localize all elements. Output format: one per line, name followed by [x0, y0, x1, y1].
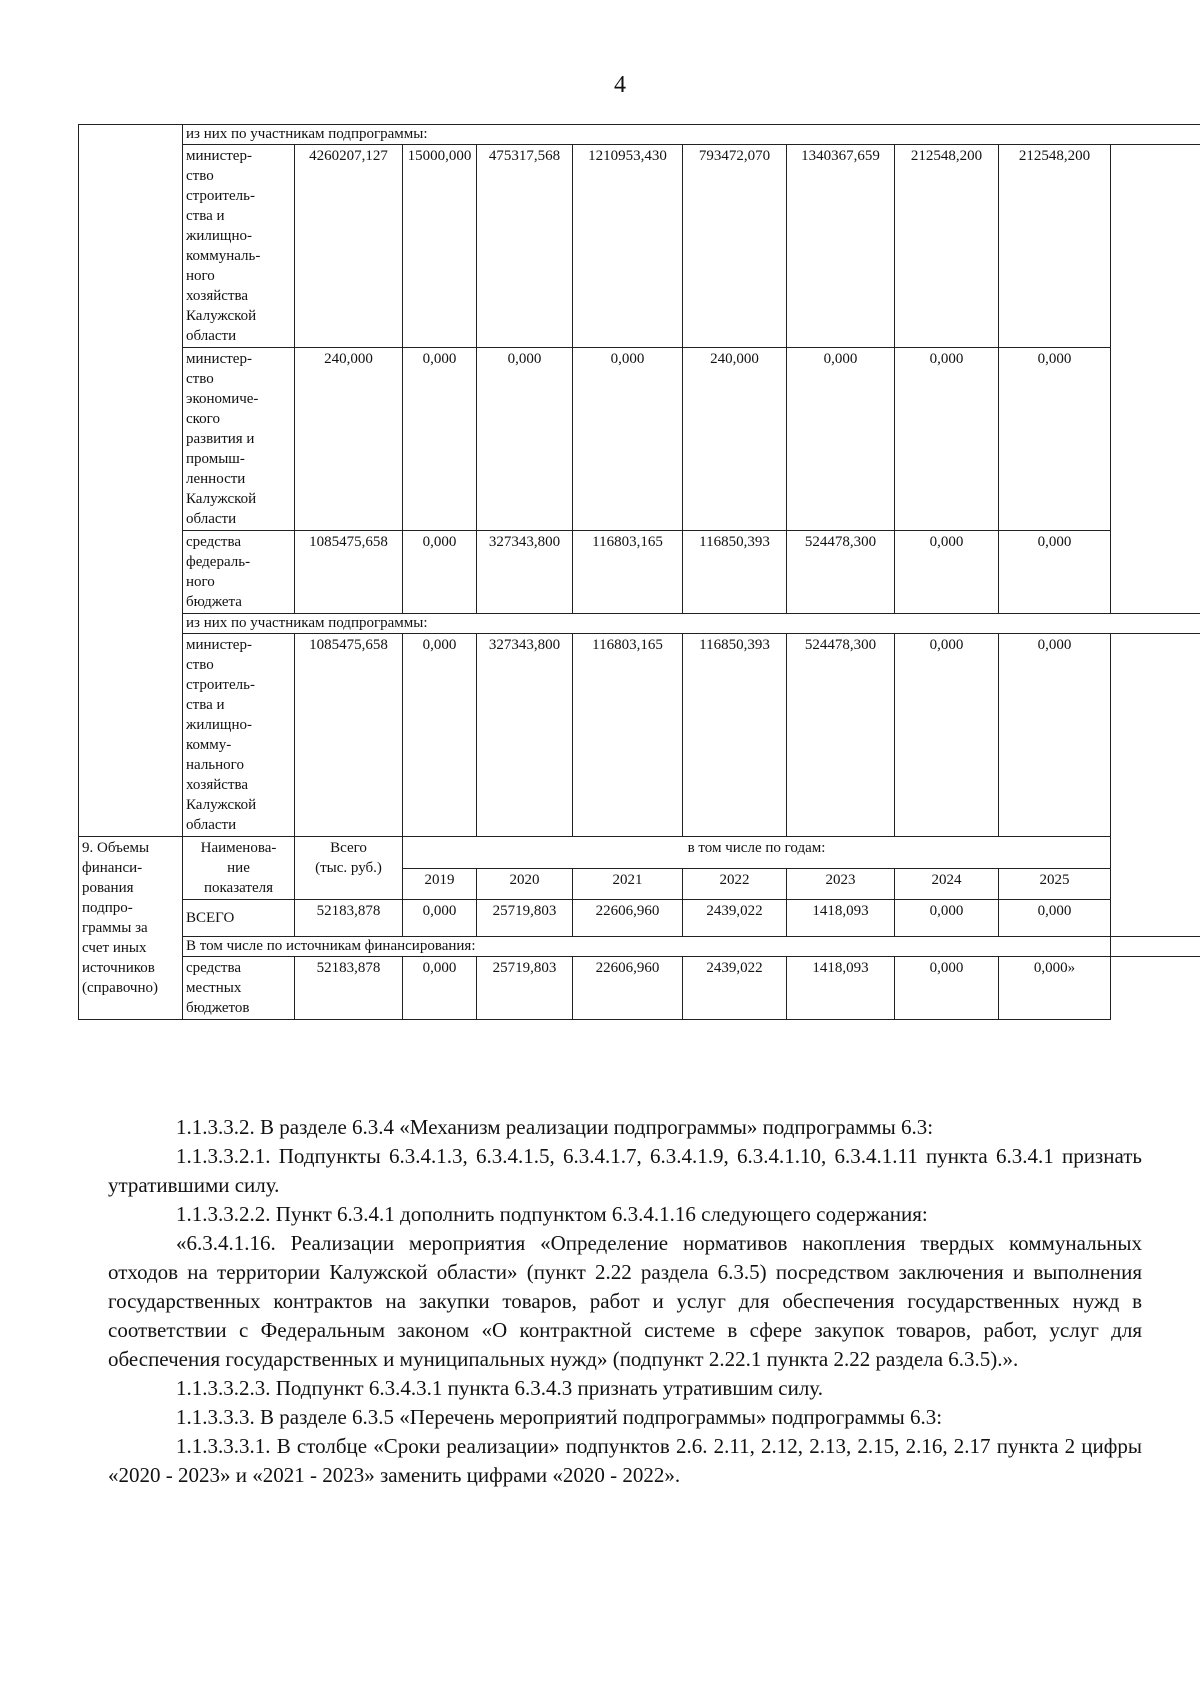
subgroup-label: из них по участникам подпрограммы:	[183, 614, 1200, 634]
value-cell: 0,000	[999, 531, 1111, 614]
row-name-line: ленности	[186, 471, 246, 487]
value-cell: 212548,200	[999, 145, 1111, 348]
row-name-line: Калужской	[186, 308, 257, 324]
row-name-line: Калужской	[186, 797, 257, 813]
year-header: 2022	[683, 868, 787, 900]
table-row	[79, 957, 1200, 1020]
sources-label: В том числе по источникам финансирования:	[183, 937, 1111, 957]
row-name-line: строитель-	[186, 188, 255, 204]
value-cell: 0,000	[895, 531, 999, 614]
value-cell: 1340367,659	[787, 145, 895, 348]
row-name-cell: ВСЕГО	[183, 900, 295, 937]
value-cell: 524478,300	[787, 634, 895, 837]
table-row	[79, 531, 1200, 614]
value-cell: 116850,393	[683, 634, 787, 837]
row-name-line: ство	[186, 168, 214, 184]
value-cell: 52183,878	[295, 957, 403, 1020]
paragraph: 1.1.3.3.2.3. Подпункт 6.3.4.3.1 пункта 6.3.4.3 признать утратившим силу.	[176, 1376, 823, 1400]
row-name-line: ства и	[186, 208, 225, 224]
value-cell: 22606,960	[573, 900, 683, 937]
year-header: 2025	[999, 868, 1111, 900]
table-row	[79, 937, 1200, 957]
row-name-line: области	[186, 511, 237, 527]
row-name-line: жилищно-	[186, 717, 252, 733]
value-cell: 0,000	[403, 531, 477, 614]
value-cell: 0,000	[895, 900, 999, 937]
value-cell: 0,000	[895, 348, 999, 531]
row-name-line: области	[186, 328, 237, 344]
table-row	[79, 125, 1200, 145]
value-cell: 0,000	[403, 348, 477, 531]
row-name-line: министер-	[186, 148, 252, 164]
value-cell: 2439,022	[683, 900, 787, 937]
value-cell: 22606,960	[573, 957, 683, 1020]
row-name-line: развития и	[186, 431, 255, 447]
value-cell: 327343,800	[477, 531, 573, 614]
year-header: 2023	[787, 868, 895, 900]
row-name-cell: средства местных бюджетов	[183, 957, 295, 1020]
row-name-line: жилищно-	[186, 228, 252, 244]
value-cell: 212548,200	[895, 145, 999, 348]
row-name-line: области	[186, 817, 237, 833]
value-cell: 116850,393	[683, 531, 787, 614]
row-name-line: министер-	[186, 351, 252, 367]
row-name-line: ного	[186, 268, 215, 284]
row-name-line: ского	[186, 411, 220, 427]
value-cell: 0,000»	[999, 957, 1111, 1020]
value-cell: 327343,800	[477, 634, 573, 837]
paragraph: 1.1.3.3.2.2. Пункт 6.3.4.1 дополнить подпунктом 6.3.4.1.16 следующего содержания:	[176, 1202, 928, 1226]
row-name-line: ство	[186, 371, 214, 387]
value-cell: 4260207,127	[295, 145, 403, 348]
row-name-line: министер-	[186, 637, 252, 653]
table-row	[79, 614, 1200, 634]
value-cell: 793472,070	[683, 145, 787, 348]
value-cell: 0,000	[895, 634, 999, 837]
value-cell: 524478,300	[787, 531, 895, 614]
row-name-line: хозяйства	[186, 288, 249, 304]
year-header: 2024	[895, 868, 999, 900]
paragraph: 1.1.3.3.2. В разделе 6.3.4 «Механизм реализации подпрограммы» подпрограммы 6.3:	[176, 1115, 934, 1139]
section-left-cell	[79, 125, 183, 837]
value-cell: 0,000	[573, 348, 683, 531]
value-cell: 0,000	[403, 900, 477, 937]
row-name-line: бюджета	[186, 594, 242, 610]
table-row	[79, 900, 1200, 937]
value-cell: 0,000	[477, 348, 573, 531]
paragraph: 1.1.3.3.3. В разделе 6.3.5 «Перечень мероприятий подпрограммы» подпрограммы 6.3:	[176, 1405, 943, 1429]
year-header: 2021	[573, 868, 683, 900]
value-cell: 0,000	[999, 634, 1111, 837]
value-cell: 0,000	[403, 634, 477, 837]
row-name-line: промыш-	[186, 451, 245, 467]
value-cell: 25719,803	[477, 957, 573, 1020]
row-name-cell	[183, 145, 295, 348]
paragraph: 1.1.3.3.3.1. В столбце «Сроки реализации» подпунктов 2.6. 2.11, 2.12, 2.13, 2.15, 2.16, 2.17 пункта 2 цифры «2020 - 2023» и «2021 - 2023» заменить цифрами «2020 - 2022».	[108, 1434, 1142, 1487]
value-cell: 0,000	[787, 348, 895, 531]
total-header: Всего (тыс. руб.)	[295, 837, 403, 900]
table-row	[79, 837, 1200, 869]
value-cell: 52183,878	[295, 900, 403, 937]
row-name-cell	[183, 634, 295, 837]
financing-table	[78, 124, 1200, 1020]
row-name-line: федераль-	[186, 554, 251, 570]
row-name-line: Калужской	[186, 491, 257, 507]
row-name-line: средства	[186, 534, 242, 550]
row-name-line: строитель-	[186, 677, 255, 693]
row-name-line: коммуналь-	[186, 248, 261, 264]
page-number: 4	[614, 72, 626, 98]
value-cell: 1210953,430	[573, 145, 683, 348]
value-cell: 1418,093	[787, 957, 895, 1020]
value-cell: 1085475,658	[295, 634, 403, 837]
value-cell: 0,000	[895, 957, 999, 1020]
body-text	[108, 1113, 1142, 1490]
row-name-line: комму-	[186, 737, 232, 753]
row-name-cell	[183, 348, 295, 531]
indicator-header: Наименова- ние показателя	[183, 837, 295, 900]
section-title-cell: 9. Объемы финанси- рования подпро- граммы за счет иных источников (справочно)	[79, 837, 183, 1020]
value-cell: 240,000	[683, 348, 787, 531]
value-cell: 1085475,658	[295, 531, 403, 614]
row-name-line: ства и	[186, 697, 225, 713]
row-name-line: ного	[186, 574, 215, 590]
table-row	[79, 348, 1200, 531]
value-cell: 0,000	[999, 348, 1111, 531]
value-cell: 2439,022	[683, 957, 787, 1020]
paragraph: 1.1.3.3.2.1. Подпункты 6.3.4.1.3, 6.3.4.1.5, 6.3.4.1.7, 6.3.4.1.9, 6.3.4.1.10, 6.3.4.1.11 пункта 6.3.4.1 признать утратившими силу.	[108, 1144, 1142, 1197]
value-cell: 0,000	[403, 957, 477, 1020]
empty-cell	[1111, 937, 1200, 957]
table-row	[79, 634, 1200, 837]
paragraph: «6.3.4.1.16. Реализации мероприятия «Определение нормативов накопления твердых коммунальных отходов на территории Калужской области» (пункт 2.22 раздела 6.3.5) посредством заключения и выполнения государственных контрактов на закупки товаров, работ и услуг для обеспечения государственных нужд в соответствии с Федеральным законом «О контрактной системе в сфере закупок товаров, работ, услуг для обеспечения государственных и муниципальных нужд» (подпункт 2.22.1 пункта 2.22 раздела 6.3.5).».	[108, 1231, 1142, 1371]
value-cell: 0,000	[999, 900, 1111, 937]
value-cell: 240,000	[295, 348, 403, 531]
row-name-line: экономиче-	[186, 391, 259, 407]
value-cell: 475317,568	[477, 145, 573, 348]
year-header: 2019	[403, 868, 477, 900]
year-header: 2020	[477, 868, 573, 900]
row-name-line: хозяйства	[186, 777, 249, 793]
value-cell: 116803,165	[573, 531, 683, 614]
row-name-cell	[183, 531, 295, 614]
value-cell: 25719,803	[477, 900, 573, 937]
by-years-header: в том числе по годам:	[403, 837, 1111, 869]
subgroup-label: из них по участникам подпрограммы:	[183, 125, 1200, 145]
value-cell: 15000,000	[403, 145, 477, 348]
row-name-line: ство	[186, 657, 214, 673]
table-row	[79, 145, 1200, 348]
value-cell: 1418,093	[787, 900, 895, 937]
value-cell: 116803,165	[573, 634, 683, 837]
row-name-line: нального	[186, 757, 244, 773]
